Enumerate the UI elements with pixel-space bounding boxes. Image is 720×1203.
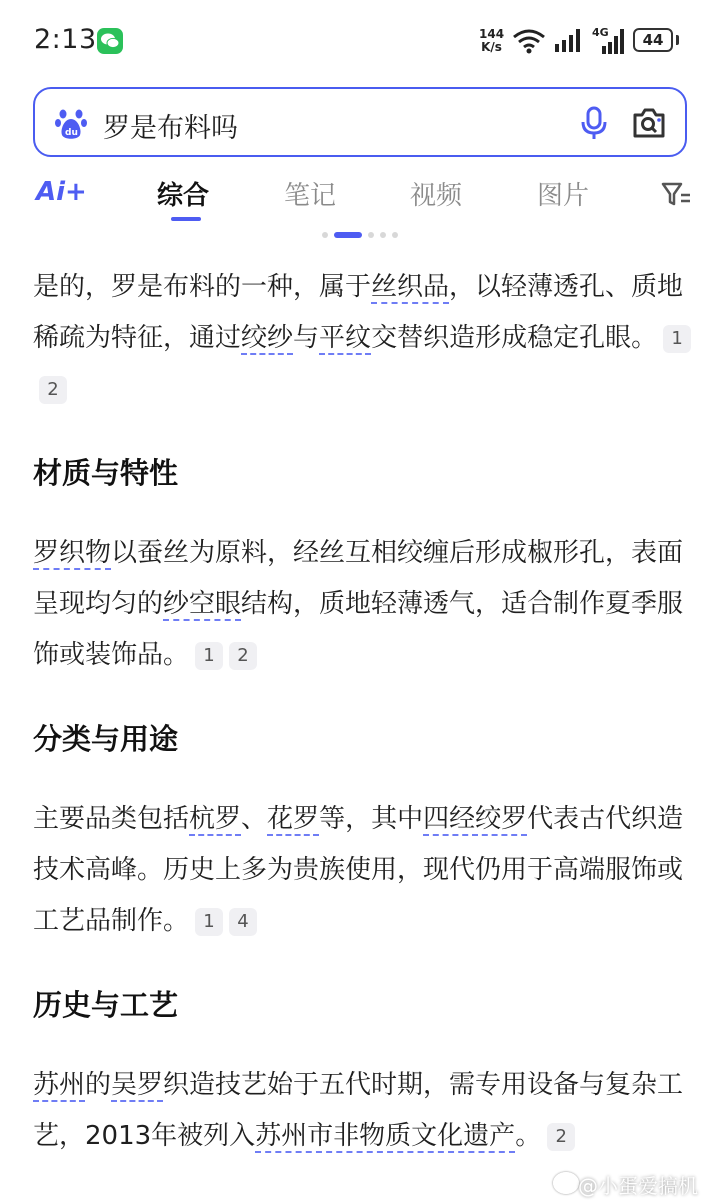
baidu-logo-icon [55, 106, 87, 140]
keyword-link[interactable]: 平纹 [319, 323, 372, 353]
text: 、 [241, 804, 268, 834]
tab-ai[interactable]: Ai+ [36, 177, 87, 207]
filter-icon[interactable] [661, 181, 691, 207]
signal-4g-icon [592, 26, 628, 54]
net-speed-value: 144 [479, 27, 505, 41]
signal-icon [554, 28, 584, 52]
text: 代表古代织造技术高峰。历史上多为贵族使用，现代仍用于高端服饰或工艺品制作。 [33, 804, 684, 936]
active-tab-indicator [171, 217, 201, 221]
keyword-link[interactable]: 纱空眼 [163, 589, 242, 619]
section-body [33, 794, 693, 947]
search-tabs [0, 165, 720, 225]
keyword-link[interactable]: 杭罗 [189, 804, 242, 834]
keyword-link[interactable]: 四经绞罗 [423, 804, 528, 834]
tab-images[interactable]: 图片 [537, 181, 590, 211]
text: 织造技艺始于五代时期，需专用设备与复杂工艺，2013年被列入 [33, 1070, 684, 1151]
text: 是的，罗是布料的一种，属于 [33, 272, 372, 302]
citation-badge[interactable]: 2 [229, 642, 257, 670]
wechat-icon [97, 28, 123, 54]
text: 主要品类包括 [33, 804, 190, 834]
keyword-link[interactable]: 绞纱 [241, 323, 294, 353]
text: 的 [85, 1070, 112, 1100]
ai-answer [33, 262, 693, 1162]
citation-badge[interactable]: 1 [663, 325, 691, 353]
citation-badge[interactable]: 2 [547, 1123, 575, 1151]
page-dot [392, 232, 398, 238]
search-input[interactable]: 罗是布料吗 [103, 113, 238, 144]
battery-cap [676, 35, 679, 45]
page-dot [380, 232, 386, 238]
page-dot-active [334, 232, 362, 238]
keyword-link[interactable]: 丝织品 [371, 272, 450, 302]
citation-badge[interactable]: 1 [195, 908, 223, 936]
weibo-logo-icon [553, 1172, 579, 1194]
tab-notes[interactable]: 笔记 [284, 181, 337, 211]
keyword-link[interactable]: 花罗 [267, 804, 320, 834]
keyword-link[interactable]: 吴罗 [111, 1070, 164, 1100]
keyword-link[interactable]: 苏州 [33, 1070, 86, 1100]
svg-text:du: du [65, 128, 78, 138]
text: 结构，质地轻薄透气，适合制作夏季服饰或装饰品。 [33, 589, 684, 670]
text: ，以轻薄透孔、质地稀疏为特征，通过 [33, 272, 684, 353]
net-speed-unit: K/s [481, 40, 502, 54]
watermark: @小蛋爱搞机 [578, 1174, 698, 1198]
page-dot [368, 232, 374, 238]
microphone-icon[interactable] [579, 106, 609, 140]
keyword-link[interactable]: 罗织物 [33, 538, 112, 568]
status-time: 2:13 [34, 24, 97, 55]
citation-badge[interactable]: 4 [229, 908, 257, 936]
citation-badge[interactable]: 2 [39, 376, 67, 404]
section-heading: 分类与用途 [33, 722, 179, 756]
wifi-icon [512, 28, 546, 54]
svg-text:4G: 4G [592, 26, 609, 39]
search-bar[interactable] [33, 87, 687, 157]
section-heading: 材质与特性 [33, 456, 179, 490]
answer-intro [33, 262, 693, 415]
net-speed [479, 28, 504, 54]
camera-search-icon[interactable] [631, 106, 667, 140]
text: 。 [515, 1121, 542, 1151]
section-heading: 历史与工艺 [33, 988, 179, 1022]
tab-comprehensive[interactable]: 综合 [157, 181, 210, 211]
battery-indicator: 44 [633, 28, 673, 52]
citation-badge[interactable]: 1 [195, 642, 223, 670]
status-bar [0, 0, 720, 80]
keyword-link[interactable]: 苏州市非物质文化遗产 [255, 1121, 516, 1151]
section-body [33, 1060, 693, 1162]
page-dot [322, 232, 328, 238]
text: 与 [293, 323, 320, 353]
text: 以蚕丝为原料，经丝互相绞缠后形成椒形孔，表面呈现均匀的 [33, 538, 684, 619]
tab-video[interactable]: 视频 [410, 181, 463, 211]
text: 交替织造形成稳定孔眼。 [371, 323, 658, 353]
section-body [33, 528, 693, 681]
text: 等，其中 [319, 804, 424, 834]
